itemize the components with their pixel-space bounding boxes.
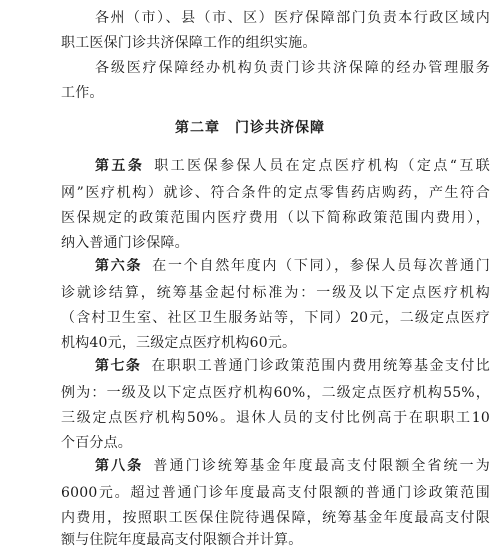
paragraph-line: 各州（市）、县（市、区）医疗保障部门负责本行政区域内: [95, 10, 490, 26]
article-5-first-line: [95, 158, 490, 174]
article-label: 第五条: [95, 158, 145, 174]
article-7-first-line: [95, 358, 490, 374]
paragraph-line: 额与住院年度最高支付限额合并计算。: [61, 532, 303, 548]
paragraph-line: 医保规定的政策范围内医疗费用（以下简称政策范围内费用），: [61, 210, 490, 226]
paragraph-line: 职工医保门诊共济保障工作的组织实施。: [61, 35, 317, 51]
article-text: 普通门诊统筹基金年度最高支付限额全省统一为: [153, 458, 490, 474]
article-label: 第八条: [95, 458, 144, 474]
article-6-first-line: [95, 258, 490, 274]
paragraph-line: 内费用，按照职工医保住院待遇保障，统筹基金年度最高支付限: [61, 510, 490, 526]
paragraph-line: 个百分点。: [61, 435, 132, 451]
article-label: 第六条: [95, 258, 143, 274]
paragraph-line: （含村卫生室、社区卫生服务站等，下同）20元，二级定点医疗: [61, 310, 490, 326]
paragraph-line: 工作。: [61, 85, 104, 101]
paragraph-line: 6000元。超过普通门诊年度最高支付限额的普通门诊政策范围: [61, 485, 490, 501]
article-text: 在一个自然年度内（下同），参保人员每次普通门: [152, 258, 490, 274]
article-label: 第七条: [95, 358, 142, 374]
paragraph-line: 例为：一级及以下定点医疗机构60%，二级定点医疗机构55%，: [61, 385, 490, 401]
article-text: 职工医保参保人员在定点医疗机构（定点“互联: [154, 158, 490, 174]
paragraph-line: 机构40元，三级定点医疗机构60元。: [61, 335, 297, 351]
paragraph-line: 三级定点医疗机构50%。退休人员的支付比例高于在职职工10: [61, 410, 490, 426]
article-8-first-line: [95, 458, 490, 474]
paragraph-line: 各级医疗保障经办机构负责门诊共济保障的经办管理服务: [95, 60, 490, 76]
chapter-heading: 第二章 门诊共济保障: [175, 120, 325, 136]
paragraph-line: 诊就诊结算，统筹基金起付标准为：一级及以下定点医疗机构: [61, 285, 490, 301]
paragraph-line: 纳入普通门诊保障。: [61, 235, 189, 251]
article-text: 在职职工普通门诊政策范围内费用统筹基金支付比: [151, 358, 490, 374]
paragraph-line: 网”医疗机构）就诊、符合条件的定点零售药店购药，产生符合: [61, 185, 490, 201]
